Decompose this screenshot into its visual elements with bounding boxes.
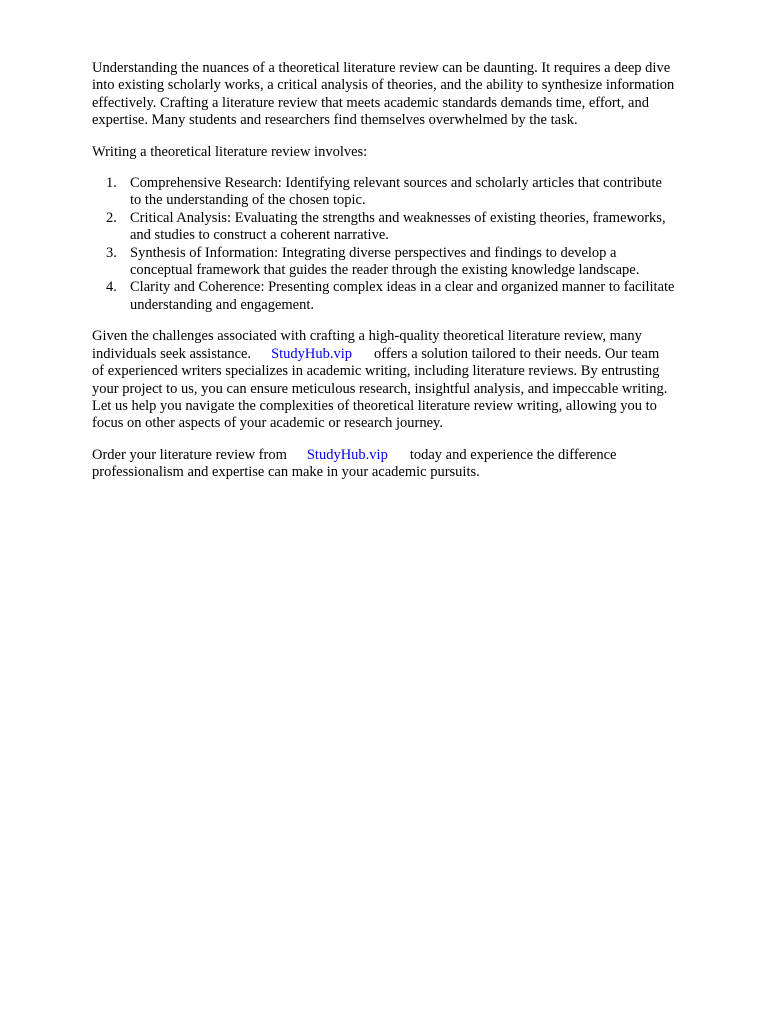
assistance-line: of experienced writers specializes in academic writing, including literature reviews. By entrusting: [92, 363, 660, 380]
list-item-line: Comprehensive Research: Identifying relevant sources and scholarly articles that contribute: [130, 175, 662, 192]
list-item-number: 2.: [106, 209, 117, 226]
assistance-line-with-link: [92, 346, 722, 363]
list-item-line: Synthesis of Information: Integrating diverse perspectives and findings to develop a: [130, 244, 617, 261]
assistance-paragraph: [92, 328, 722, 432]
intro-line: into existing scholarly works, a critical analysis of theories, and the ability to synthesize information: [92, 77, 675, 94]
list-item-number: 1.: [106, 175, 117, 192]
intro-line: effectively. Crafting a literature review that meets academic standards demands time, effort, and: [92, 94, 649, 111]
intro-paragraph: [92, 60, 722, 130]
order-line-with-link: [92, 447, 722, 464]
list-item-line: understanding and engagement.: [130, 296, 315, 313]
list-item-line: Critical Analysis: Evaluating the strengths and weaknesses of existing theories, frameworks,: [130, 209, 666, 226]
list-item-number: 3.: [106, 244, 117, 261]
order-paragraph: [92, 447, 722, 482]
document-body: [92, 60, 722, 482]
list-item: [92, 279, 722, 314]
studyhub-link[interactable]: StudyHub.vip: [271, 345, 353, 362]
order-line: professionalism and expertise can make in your academic pursuits.: [92, 464, 480, 481]
assistance-line: Let us help you navigate the complexities of theoretical literature review writing, allowing you to: [92, 397, 657, 414]
order-text-before-link: Order your literature review from: [92, 446, 287, 463]
list-item: [92, 210, 722, 245]
involves-paragraph: [92, 144, 722, 161]
list-item-line: conceptual framework that guides the reader through the existing knowledge landscape.: [130, 262, 640, 279]
list-item: [92, 175, 722, 210]
requirements-list: [92, 175, 722, 314]
order-text-after-link: today and experience the difference: [409, 446, 617, 463]
assistance-line: focus on other aspects of your academic or research journey.: [92, 415, 443, 432]
assistance-text-after-link: offers a solution tailored to their needs. Our team: [374, 345, 660, 362]
intro-line: expertise. Many students and researchers find themselves overwhelmed by the task.: [92, 112, 578, 129]
assistance-line: Given the challenges associated with crafting a high-quality theoretical literature review, many: [92, 328, 642, 345]
list-item-line: Clarity and Coherence: Presenting complex ideas in a clear and organized manner to facilitate: [130, 279, 675, 296]
studyhub-order-link[interactable]: StudyHub.vip: [306, 446, 388, 463]
list-item-line: to the understanding of the chosen topic.: [130, 192, 366, 209]
list-item-line: and studies to construct a coherent narrative.: [130, 227, 389, 244]
involves-line: Writing a theoretical literature review involves:: [92, 143, 368, 160]
list-item-number: 4.: [106, 279, 117, 296]
intro-line: Understanding the nuances of a theoretical literature review can be daunting. It requires a deep dive: [92, 60, 671, 76]
assistance-text-before-link: individuals seek assistance.: [92, 345, 252, 362]
list-item: [92, 245, 722, 280]
assistance-line: your project to us, you can ensure meticulous research, insightful analysis, and impeccable writing.: [92, 380, 668, 397]
